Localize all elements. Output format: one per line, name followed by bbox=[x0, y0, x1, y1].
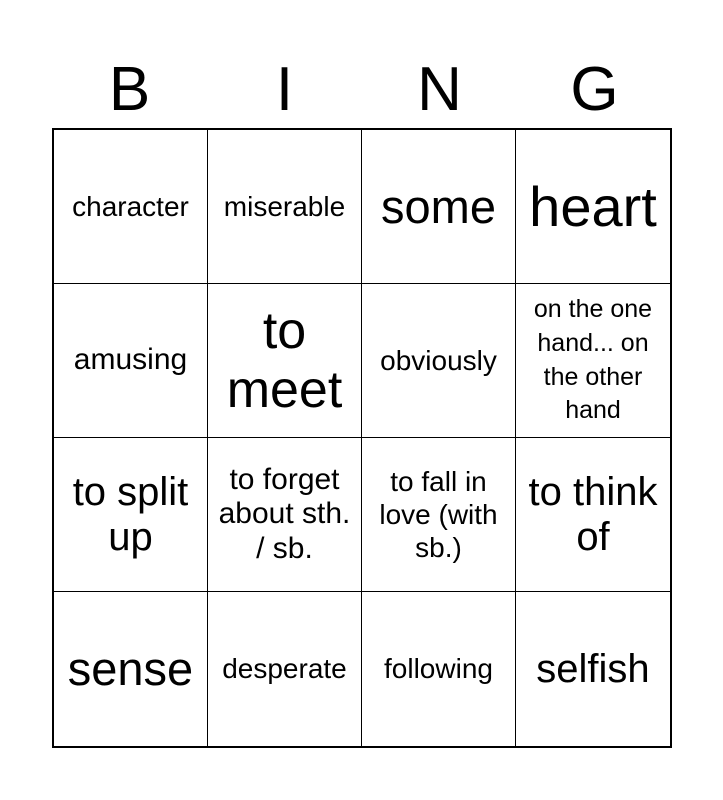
bingo-cell[interactable] bbox=[516, 438, 670, 592]
cell-text: to fall in love (with sb.) bbox=[379, 465, 498, 564]
cell-text: desperate bbox=[222, 653, 347, 685]
cell-text: to meet bbox=[226, 302, 343, 419]
bingo-cell[interactable] bbox=[54, 130, 208, 284]
bingo-cell[interactable] bbox=[362, 438, 516, 592]
bingo-cell[interactable] bbox=[516, 592, 670, 746]
bingo-cell[interactable] bbox=[362, 592, 516, 746]
cell-text: following bbox=[384, 653, 493, 685]
bingo-cell[interactable] bbox=[54, 592, 208, 746]
header-letter-b: B bbox=[108, 55, 151, 124]
cell-text: amusing bbox=[73, 343, 188, 377]
bingo-board bbox=[52, 128, 672, 748]
bingo-cell[interactable] bbox=[208, 130, 362, 284]
cell-text: on the one hand... on the other hand bbox=[533, 295, 653, 425]
cell-text: selfish bbox=[536, 646, 650, 691]
bingo-cell[interactable] bbox=[54, 438, 208, 592]
cell-text: heart bbox=[529, 174, 657, 238]
cell-text: to split up bbox=[72, 469, 189, 559]
cell-text: sense bbox=[67, 642, 194, 696]
cell-text: to think of bbox=[528, 469, 658, 559]
bingo-cell[interactable] bbox=[208, 592, 362, 746]
bingo-cell[interactable] bbox=[516, 284, 670, 438]
header-letter-i: I bbox=[275, 55, 294, 124]
bingo-cell[interactable] bbox=[208, 284, 362, 438]
cell-text: miserable bbox=[223, 190, 346, 222]
bingo-cell[interactable] bbox=[208, 438, 362, 592]
bingo-header bbox=[52, 52, 672, 128]
header-letter-n: N bbox=[417, 55, 462, 124]
bingo-cell[interactable] bbox=[516, 130, 670, 284]
cell-text: obviously bbox=[380, 344, 497, 376]
cell-text: character bbox=[72, 190, 189, 222]
cell-text: some bbox=[381, 179, 496, 233]
header-letter-g: G bbox=[570, 55, 619, 124]
bingo-cell[interactable] bbox=[54, 284, 208, 438]
cell-text: to forget about sth. / sb. bbox=[218, 462, 351, 565]
bingo-cell[interactable] bbox=[362, 284, 516, 438]
bingo-cell[interactable] bbox=[362, 130, 516, 284]
